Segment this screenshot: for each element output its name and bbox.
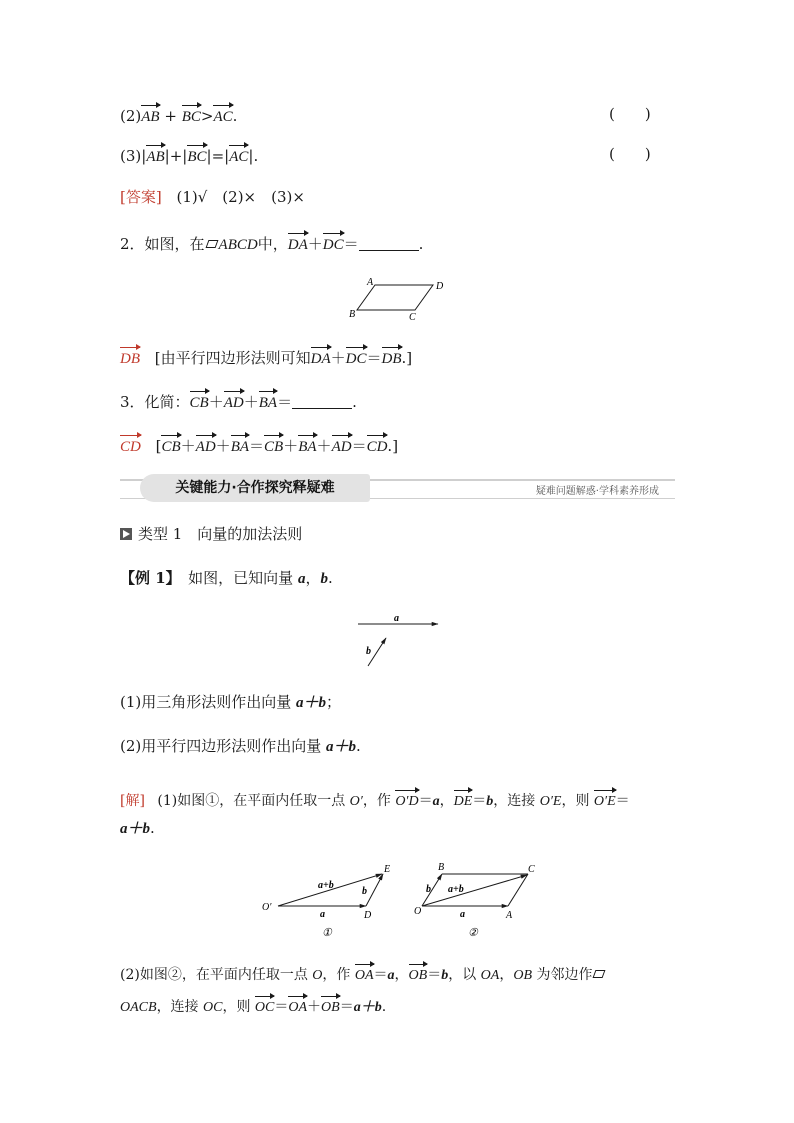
question-3: [120, 389, 357, 413]
vector-ob: OB: [409, 962, 428, 986]
triangle-rule-figure: [258, 860, 398, 940]
shape-name: OACB: [120, 1000, 157, 1015]
vector-dc: DC: [323, 231, 344, 255]
closing-bracket: .]: [401, 349, 413, 367]
relation-sign: >: [200, 107, 214, 125]
vector-da: DA: [288, 231, 308, 255]
period: .: [418, 235, 424, 253]
answer-1: [120, 187, 305, 207]
label-a: A: [367, 277, 374, 288]
comma: ，: [439, 793, 454, 809]
segment-ob: OB: [513, 968, 532, 983]
solution-text: ，以: [448, 967, 481, 983]
solution-text: ，则: [222, 999, 255, 1015]
plus-sign: ＋: [307, 235, 323, 253]
vector-ab: AB: [146, 143, 164, 167]
figure-caption-2: ②: [468, 927, 478, 939]
point-o: O: [312, 968, 323, 983]
answer-bracket-3: ( ): [609, 145, 651, 163]
solution-text: ，连接: [156, 999, 204, 1015]
equals-sign: ＝: [427, 967, 442, 983]
label-a: a: [320, 909, 325, 920]
vector-oa: OA: [288, 994, 307, 1018]
vector-ac: AC: [213, 103, 232, 127]
vector-cd: CD: [367, 433, 388, 457]
label-b: b: [362, 886, 367, 897]
question-2: [120, 231, 423, 255]
item-number: (2): [120, 107, 142, 125]
segment-oa: OA: [480, 968, 500, 983]
vector-b: b: [486, 794, 494, 809]
solution-1-line2: [120, 818, 155, 839]
label-b: B: [349, 309, 356, 320]
solution-text: ，连接: [493, 793, 540, 809]
vector-da: DA: [311, 345, 331, 369]
part-1: [120, 692, 341, 713]
label-b: b: [366, 646, 371, 657]
answer-text: (1)√ (2)× (3)×: [176, 188, 305, 206]
vector-ab: AB: [141, 103, 159, 127]
part-2: [120, 736, 361, 757]
answer-label: [答案]: [120, 188, 162, 206]
period: .: [232, 107, 238, 125]
label-a-plus-b: a+b: [318, 880, 334, 891]
solution-text: ，作: [322, 967, 355, 983]
solution-1: [120, 788, 630, 812]
solution-text: (1)如图①，在平面内任取一点: [157, 793, 350, 809]
item-number: (3): [120, 147, 142, 165]
segment-oc: OC: [203, 1000, 223, 1015]
plus-sign: ＋: [330, 349, 346, 367]
equals-sign: =: [211, 147, 225, 165]
equals-sign: ＝: [339, 999, 354, 1015]
plus-sign: ＋: [307, 999, 322, 1015]
question-text: 2．如图，在: [120, 235, 205, 253]
vector-ad: AD: [224, 389, 244, 413]
equals-sign: ＝: [418, 793, 433, 809]
period: .: [253, 147, 259, 165]
vector-ad: AD: [196, 433, 216, 457]
example-label: 【例 1】: [120, 569, 174, 587]
vector-od: O′D: [395, 788, 418, 812]
vector-a: a: [432, 794, 440, 809]
figure-caption-1: ①: [322, 927, 332, 939]
vector-bc: BC: [187, 143, 206, 167]
label-a: a: [394, 613, 399, 624]
solution-2: [120, 962, 606, 986]
answer-2: [120, 345, 412, 369]
label-a-point: A: [506, 910, 513, 921]
expression: a＋b: [296, 695, 327, 711]
plus-sign: +: [169, 147, 183, 165]
plus-sign: ＋: [316, 437, 332, 455]
period: .: [352, 393, 357, 411]
label-a-plus-b: a+b: [448, 884, 464, 895]
section-title: 关键能力·合作探究释疑难: [140, 474, 370, 502]
equals-sign: ＝: [274, 999, 289, 1015]
vector-cb: CB: [161, 433, 180, 457]
question-text: 中，: [257, 235, 288, 253]
parallelogram-symbol: [205, 240, 218, 248]
answer-vector-cd: CD: [120, 433, 141, 457]
equals-sign: ＝: [343, 235, 359, 253]
plus-sign: ＋: [283, 437, 299, 455]
plus-sign: ＋: [215, 437, 231, 455]
solution-text: 为邻边作: [532, 967, 593, 983]
section-header: [120, 474, 675, 502]
vector-bc: BC: [182, 103, 201, 127]
plus-sign: +: [164, 107, 177, 125]
section-subtitle: 疑难问题解惑·学科素养形成: [535, 486, 659, 497]
label-d: D: [364, 910, 372, 921]
label-o: O: [414, 906, 422, 917]
vector-ba: BA: [298, 433, 316, 457]
example-text: 如图，已知向量: [173, 569, 298, 587]
plus-sign: ＋: [180, 437, 196, 455]
comma: ，: [499, 967, 514, 983]
solution-label: [解]: [120, 793, 145, 809]
part-text: (1)用三角形法则作出向量: [120, 693, 297, 711]
vector-ad: AD: [332, 433, 352, 457]
expression: a＋b: [353, 1000, 382, 1015]
vector-oa: OA: [355, 962, 374, 986]
label-b-point: B: [438, 862, 445, 873]
period: .: [150, 819, 155, 837]
solution-text: ，作: [362, 793, 396, 809]
period: .: [356, 737, 361, 755]
semicolon: ；: [326, 693, 342, 711]
equals-sign: ＝: [249, 437, 265, 455]
label-d: D: [436, 281, 444, 292]
vector-b: b: [441, 968, 449, 983]
label-a: a: [460, 909, 465, 920]
vector-oe: O′E: [594, 788, 616, 812]
vector-db: DB: [382, 345, 402, 369]
vector-oc: OC: [255, 994, 274, 1018]
parallelogram-figure: [345, 275, 450, 323]
point-o-prime: O′: [349, 794, 363, 809]
example-1: [120, 568, 333, 589]
play-triangle-icon: [120, 528, 132, 540]
answer-3: [120, 433, 398, 457]
question-text: 3．化简：: [120, 393, 190, 411]
expression: a＋b: [326, 739, 357, 755]
equals-sign: ＝: [373, 967, 388, 983]
statement-2: [120, 103, 237, 127]
label-c: C: [409, 312, 416, 323]
opening-bracket: [: [155, 437, 162, 455]
segment-oe: O′E: [539, 794, 562, 809]
vector-dc: DC: [346, 345, 367, 369]
label-c-point: C: [528, 864, 535, 875]
closing-bracket: .]: [387, 437, 399, 455]
solution-2-line2: [120, 994, 386, 1018]
label-b: b: [426, 884, 431, 895]
solution-text: ，则: [561, 793, 594, 809]
equals-sign: ＝: [351, 437, 367, 455]
equals-sign: ＝: [472, 793, 487, 809]
vector-ba: BA: [259, 389, 277, 413]
answer-text: [由平行四边形法则可知: [154, 349, 311, 367]
comma: ，: [305, 569, 321, 587]
vector-cb: CB: [264, 433, 283, 457]
vector-a: a: [387, 968, 395, 983]
shape-name: ABCD: [218, 237, 258, 253]
parallelogram-rule-figure: [410, 860, 545, 940]
answer-blank: [292, 394, 352, 409]
answer-bracket-2: ( ): [609, 105, 651, 123]
period: .: [327, 569, 333, 587]
part-text: (2)用平行四边形法则作出向量: [120, 737, 327, 755]
vector-cb: CB: [190, 389, 209, 413]
statement-3: (3)|AB|+|BC|=|AC|.: [120, 143, 258, 167]
expression: a＋b: [120, 821, 151, 837]
type-heading: [120, 524, 302, 544]
period: .: [381, 999, 387, 1015]
equals-sign: ＝: [366, 349, 382, 367]
parallelogram-symbol: [593, 970, 606, 978]
answer-vector-db: DB: [120, 345, 140, 369]
label-e: E: [384, 864, 391, 875]
vector-ac: AC: [229, 143, 248, 167]
type-label: 类型 1 向量的加法法则: [138, 525, 303, 543]
vector-ob: OB: [321, 994, 340, 1018]
vector-a: a: [297, 571, 306, 587]
label-o-prime: O′: [262, 902, 272, 913]
plus-sign: ＋: [208, 393, 224, 411]
solution-text: (2)如图②，在平面内任取一点: [120, 967, 313, 983]
answer-blank: [359, 236, 419, 251]
vector-ba: BA: [231, 433, 249, 457]
vector-b: b: [320, 571, 328, 587]
equals-sign: ＝: [277, 393, 293, 411]
vector-de: DE: [454, 788, 473, 812]
comma: ，: [394, 967, 409, 983]
vectors-figure: [350, 608, 445, 670]
plus-sign: ＋: [243, 393, 259, 411]
equals-sign: ＝: [615, 793, 630, 809]
